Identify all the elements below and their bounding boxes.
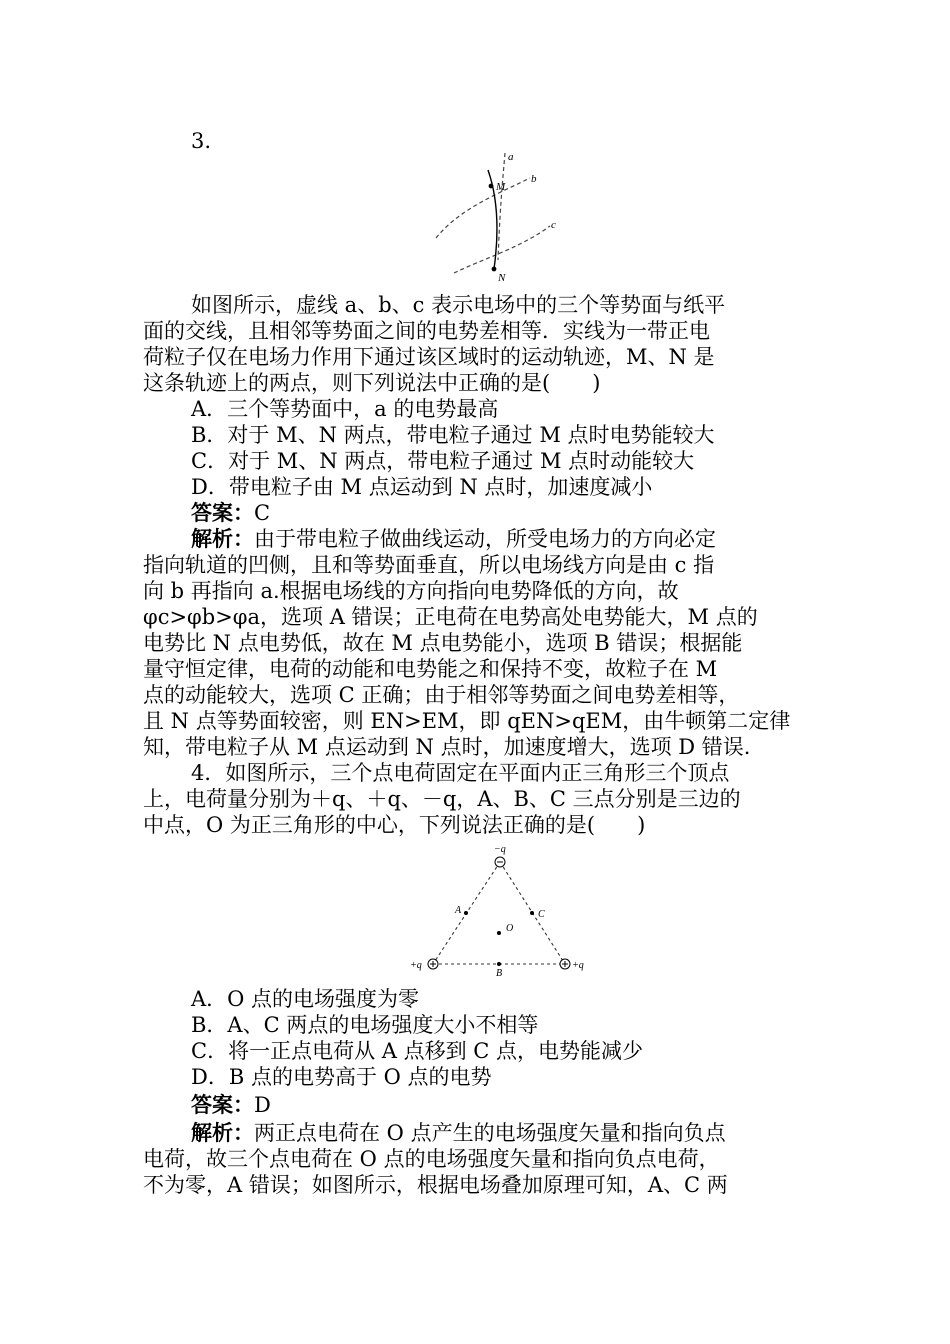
label-B: B [496,968,503,979]
equipotential-figure [430,148,570,288]
q3-analysis-line-3: 向 b 再指向 a.根据电场线的方向指向电势降低的方向，故 [143,579,679,603]
equipotential-line-b [436,178,530,238]
q3-option-a: A．三个等势面中，a 的电势最高 [191,397,499,421]
label-N: N [498,272,506,284]
q4-stem-line-3: 中点，O 为正三角形的中心，下列说法正确的是( ) [143,813,646,837]
q3-analysis-line-2: 指向轨道的凹侧，且和等势面垂直，所以电场线方向是由 c 指 [143,553,715,577]
point-N [492,267,497,272]
q3-stem-line-3: 荷粒子仅在电场力作用下通过该区域时的运动轨迹，M、N 是 [143,345,715,369]
q4-analysis-line-1 [191,1120,807,1146]
positive-charge-left-icon [428,959,438,969]
q4-stem-line-2: 上，电荷量分别为＋q、＋q、－q，A、B、C 三点分别是三边的 [143,787,741,811]
q4-analysis-line-3: 不为零，A 错误；如图所示，根据电场叠加原理可知，A、C 两 [143,1173,728,1197]
q3-answer [191,500,807,526]
q3-analysis-line-5: 电势比 N 点电势低，故在 M 点电势能小，选项 B 错误；根据能 [143,631,743,655]
point-M [489,184,494,189]
label-M: M [496,181,506,193]
q4-option-d: D．B 点的电势高于 O 点的电势 [191,1065,492,1089]
q4-option-b: B．A、C 两点的电场强度大小不相等 [191,1013,539,1037]
q3-analysis-line-9: 知，带电粒子从 M 点运动到 N 点时，加速度增大，选项 D 错误. [143,735,751,759]
label-a: a [508,151,514,163]
positive-charge-right-icon [560,959,570,969]
label-left-charge: +q [410,960,422,971]
q3-stem-line-1: 如图所示，虚线 a、b、c 表示电场中的三个等势面与纸平 [191,293,726,317]
q3-analysis-line-1 [191,526,807,552]
label-top-charge: −q [494,844,506,855]
q3-analysis-line-7: 点的动能较大，选项 C 正确；由于相邻等势面之间电势差相等， [143,683,740,707]
answer-value: D [254,1093,271,1117]
analysis-text: 两正点电荷在 O 点产生的电场强度矢量和指向负点 [254,1121,726,1145]
point-A [464,911,468,915]
point-C [530,911,534,915]
q3-analysis-line-6: 量守恒定律，电荷的动能和电势能之和保持不变，故粒子在 M [143,657,718,681]
equipotential-line-a [498,153,505,260]
analysis-label: 解析： [191,1120,254,1145]
analysis-text: 由于带电粒子做曲线运动，所受电场力的方向必定 [254,527,716,551]
q4-answer [191,1092,807,1118]
q3-option-b: B．对于 M、N 两点，带电粒子通过 M 点时电势能较大 [191,423,715,447]
point-O [497,931,501,935]
q4-option-c: C．将一正点电荷从 A 点移到 C 点，电势能减少 [191,1039,644,1063]
label-right-charge: +q [572,960,584,971]
label-b: b [531,173,537,185]
label-A: A [455,905,462,916]
question-3-number: 3. [191,129,212,153]
q3-option-c: C．对于 M、N 两点，带电粒子通过 M 点时动能较大 [191,449,695,473]
answer-value: C [254,501,271,525]
negative-charge-icon [495,857,505,867]
equipotential-line-c [454,226,550,273]
q3-stem-line-2: 面的交线，且相邻等势面之间的电势差相等．实线为一带正电 [143,319,710,343]
label-C: C [538,909,545,920]
q3-analysis-line-4: φc>φb>φa，选项 A 错误；正电荷在电势高处电势能大，M 点的 [143,605,758,629]
q3-stem-line-4: 这条轨迹上的两点，则下列说法中正确的是( ) [143,371,601,395]
answer-label: 答案： [191,1092,254,1117]
label-O: O [506,923,514,934]
analysis-label: 解析： [191,526,254,551]
q4-option-a: A．O 点的电场强度为零 [191,987,420,1011]
q3-option-d: D．带电粒子由 M 点运动到 N 点时，加速度减小 [191,475,653,499]
q4-stem-line-1: 4．如图所示，三个点电荷固定在平面内正三角形三个顶点 [191,761,730,785]
answer-label: 答案： [191,500,254,525]
triangle-charges-figure [400,840,600,980]
label-c: c [551,219,556,231]
q3-analysis-line-8: 且 N 点等势面较密，则 EN>EM，即 qEN>qEM，由牛顿第二定律 [143,709,791,733]
q4-analysis-line-2: 电荷，故三个点电荷在 O 点的电场强度矢量和指向负点电荷， [143,1147,720,1171]
point-B [497,962,501,966]
